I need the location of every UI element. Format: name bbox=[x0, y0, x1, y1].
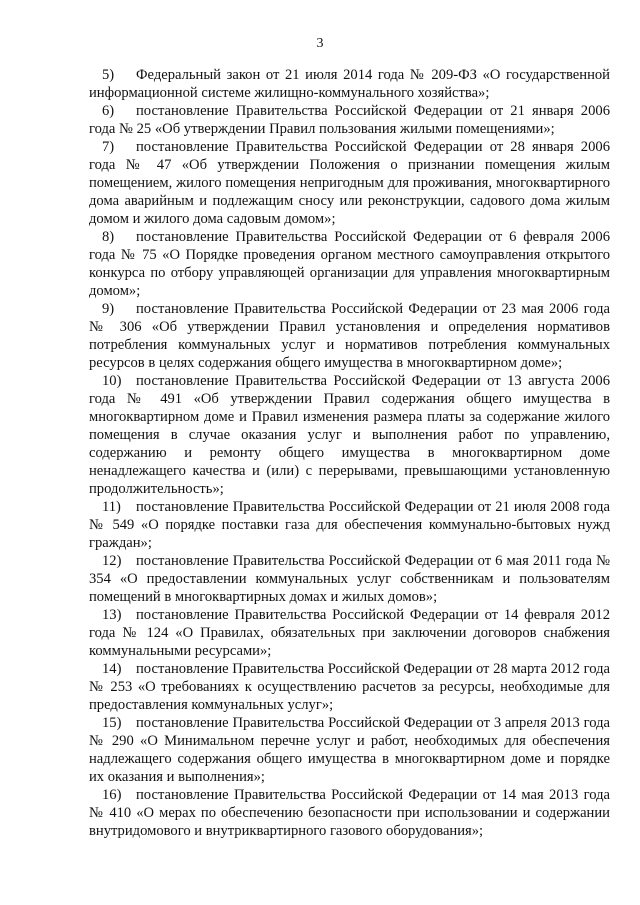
list-item bbox=[89, 228, 610, 300]
item-text: постановление Правительства Российской Федерации от 28 января 2006 года № 47 «Об утверждении Положения о признании помещения жилым помещением, жилого помещения непригодным для проживания, многоквартирного дома аварийным и подлежащим сносу или реконструкции, садового дома жилым домом и жилого дома садовым домом»; bbox=[89, 139, 610, 227]
page-number: 3 bbox=[316, 36, 324, 51]
list-item bbox=[89, 300, 610, 372]
item-number: 15) bbox=[102, 715, 122, 731]
item-text: постановление Правительства Российской Федерации от 13 августа 2006 года № 491 «Об утверждении Правил содержания общего имущества в многоквартирном доме и Правил изменения размера платы за содержание жилого помещения в случае оказания услуг и выполнения работ по управлению, содержанию и ремонту общего имущества в многоквартирном доме ненадлежащего качества и (или) с перерывами, превышающими установленную продолжительность»; bbox=[89, 373, 610, 497]
list-item bbox=[89, 102, 610, 138]
document-body bbox=[89, 66, 610, 840]
list-item bbox=[89, 552, 610, 606]
item-text: постановление Правительства Российской Федерации от 21 января 2006 года № 25 «Об утверждении Правил пользования жилыми помещениями»; bbox=[89, 103, 610, 137]
item-number: 12) bbox=[102, 553, 122, 569]
item-number: 9) bbox=[102, 301, 115, 317]
item-text: постановление Правительства Российской Федерации от 21 июля 2008 года № 549 «О порядке поставки газа для обеспечения коммунально-бытовых нужд граждан»; bbox=[89, 499, 610, 551]
item-text: постановление Правительства Российской Федерации от 6 февраля 2006 года № 75 «О Порядке проведения органом местного самоуправления открытого конкурса по отбору управляющей организации для управления многоквартирным домом»; bbox=[89, 229, 610, 299]
item-text: постановление Правительства Российской Федерации от 3 апреля 2013 года № 290 «О Минимальном перечне услуг и работ, необходимых для обеспечения надлежащего содержания общего имущества в многоквартирном доме и порядке их оказания и выполнения»; bbox=[89, 715, 610, 785]
list-item bbox=[89, 138, 610, 228]
item-number: 14) bbox=[102, 661, 122, 677]
item-text: постановление Правительства Российской Федерации от 14 февраля 2012 года № 124 «О Правилах, обязательных при заключении договоров снабжения коммунальными ресурсами»; bbox=[89, 607, 610, 659]
item-text: Федеральный закон от 21 июля 2014 года № 209-ФЗ «О государственной информационной системе жилищно-коммунального хозяйства»; bbox=[89, 67, 610, 101]
item-number: 6) bbox=[102, 103, 115, 119]
item-text: постановление Правительства Российской Федерации от 14 мая 2013 года № 410 «О мерах по обеспечению безопасности при использовании и содержании внутридомового и внутриквартирного газового оборудования»; bbox=[89, 787, 610, 839]
item-number: 8) bbox=[102, 229, 115, 245]
list-item bbox=[89, 714, 610, 786]
item-number: 7) bbox=[102, 139, 115, 155]
list-item bbox=[89, 372, 610, 498]
item-text: постановление Правительства Российской Федерации от 28 марта 2012 года № 253 «О требованиях к осуществлению расчетов за ресурсы, необходимые для предоставления коммунальных услуг»; bbox=[89, 661, 610, 713]
list-item bbox=[89, 786, 610, 840]
item-text: постановление Правительства Российской Федерации от 6 мая 2011 года № 354 «О предоставлении коммунальных услуг собственникам и пользователям помещений в многоквартирных домах и жилых домов»; bbox=[89, 553, 610, 605]
list-item bbox=[89, 660, 610, 714]
item-number: 13) bbox=[102, 607, 122, 623]
list-item bbox=[89, 606, 610, 660]
item-text: постановление Правительства Российской Федерации от 23 мая 2006 года № 306 «Об утверждении Правил установления и определения нормативов потребления коммунальных услуг и нормативов потребления коммунальных ресурсов в целях содержания общего имущества в многоквартирном доме»; bbox=[89, 301, 610, 371]
item-number: 16) bbox=[102, 787, 122, 803]
item-number: 10) bbox=[102, 373, 122, 389]
list-item bbox=[89, 498, 610, 552]
list-item bbox=[89, 66, 610, 102]
item-number: 11) bbox=[102, 499, 121, 515]
item-number: 5) bbox=[102, 67, 115, 83]
